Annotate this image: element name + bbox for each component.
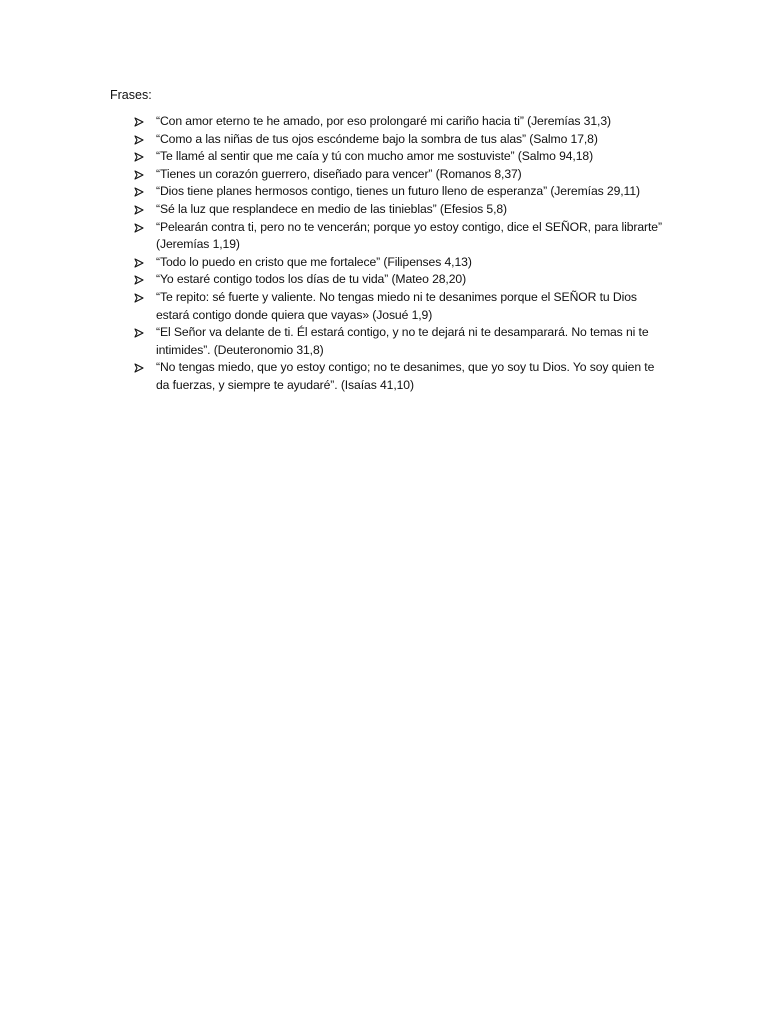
list-item: [134, 113, 664, 131]
section-heading: Frases:: [110, 88, 152, 102]
list-item: [134, 166, 664, 184]
arrowhead-bullet-icon: [134, 258, 144, 268]
arrowhead-bullet-icon: [134, 187, 144, 197]
arrowhead-bullet-icon: [134, 275, 144, 285]
list-item: [134, 183, 664, 201]
list-item: [134, 219, 664, 254]
phrase-text: “Sé la luz que resplandece en medio de las tinieblas” (Efesios 5,8): [156, 201, 507, 216]
arrowhead-bullet-icon: [134, 117, 144, 127]
phrase-text: “Te repito: sé fuerte y valiente. No tengas miedo ni te desanimes porque el SEÑOR tu Dios estará contigo donde quiera que vayas» (Josué 1,9): [156, 289, 637, 322]
arrowhead-bullet-icon: [134, 152, 144, 162]
arrowhead-bullet-icon: [134, 328, 144, 338]
phrase-text: “El Señor va delante de ti. Él estará contigo, y no te dejará ni te desamparará. No temas ni te intimides”. (Deuteronomio 31,8): [156, 325, 649, 357]
list-item: [134, 131, 664, 149]
phrase-text: “Con amor eterno te he amado, por eso prolongaré mi cariño hacia ti” (Jeremías 31,3): [156, 114, 611, 128]
arrowhead-bullet-icon: [134, 170, 144, 180]
arrowhead-bullet-icon: [134, 363, 144, 373]
arrowhead-bullet-icon: [134, 205, 144, 215]
phrase-text: “No tengas miedo, que yo estoy contigo; no te desanimes, que yo soy tu Dios. Yo soy quien te da fuerzas, y siempre te ayudaré”. (Isaías 41,10): [156, 360, 655, 392]
arrowhead-bullet-icon: [134, 293, 144, 303]
phrase-text: “Te llamé al sentir que me caía y tú con mucho amor me sostuviste” (Salmo 94,18): [156, 149, 594, 164]
list-item: [134, 289, 664, 324]
list-item: [134, 201, 664, 219]
arrowhead-bullet-icon: [134, 223, 144, 233]
phrase-text: “Dios tiene planes hermosos contigo, tienes un futuro lleno de esperanza” (Jeremías 29,11): [156, 184, 640, 199]
list-item: [134, 271, 664, 289]
phrase-text: “Pelearán contra ti, pero no te vencerán; porque yo estoy contigo, dice el SEÑOR, para librarte” (Jeremías 1,19): [156, 219, 662, 252]
phrases-list: [134, 113, 664, 395]
phrase-text: “Tienes un corazón guerrero, diseñado para vencer” (Romanos 8,37): [156, 166, 522, 181]
phrase-text: “Todo lo puedo en cristo que me fortalece” (Filipenses 4,13): [156, 254, 472, 269]
list-item: [134, 148, 664, 166]
list-item: [134, 324, 664, 359]
phrase-text: “Yo estaré contigo todos los días de tu vida” (Mateo 28,20): [156, 272, 467, 287]
phrase-text: “Como a las niñas de tus ojos escóndeme bajo la sombra de tus alas” (Salmo 17,8): [156, 131, 598, 146]
arrowhead-bullet-icon: [134, 135, 144, 145]
list-item: [134, 359, 664, 394]
list-item: [134, 254, 664, 272]
